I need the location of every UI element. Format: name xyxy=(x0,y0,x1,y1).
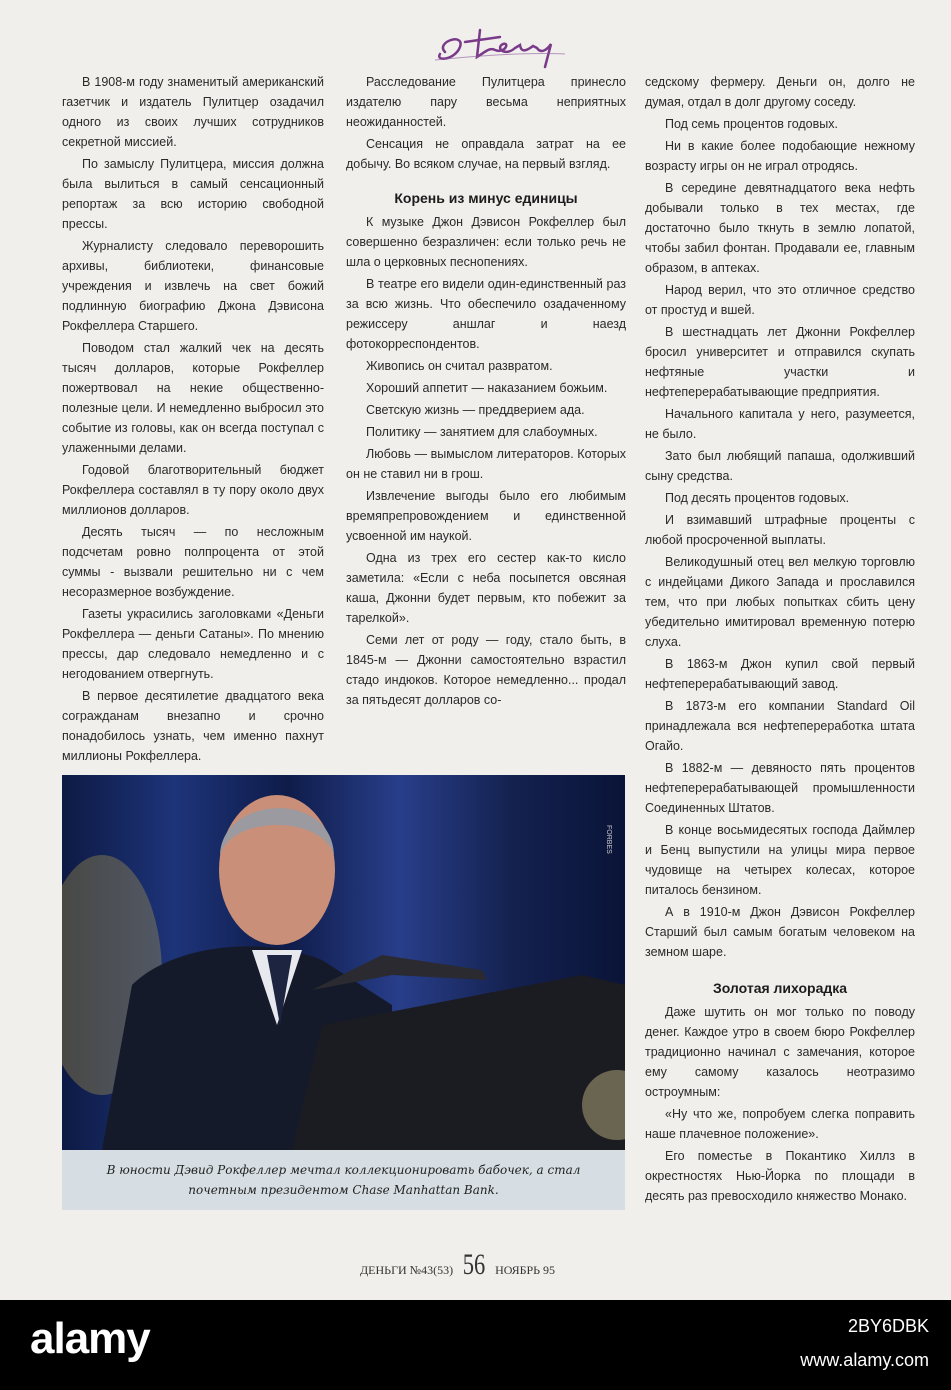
paragraph: Любовь — вымыслом литераторов. Которых он не ставил ни в грош. xyxy=(346,447,626,481)
paragraph: Семи лет от роду — году, стало быть, в 1845-м — Джонни самостоятельно взрастил стадо индюков. Которое немедленно... продал за пятьдесят долларов со- xyxy=(346,633,626,707)
paragraph: Политику — занятием для слабоумных. xyxy=(366,425,598,439)
paragraph: Одна из трех его сестер как-то кисло заметила: «Если с неба посыпется овсяная каша, Джонни будет первым, кто побежит за тарелкой». xyxy=(346,551,626,625)
paragraph: В конце восьмидесятых господа Даймлер и Бенц выпустили на улицы мира первое чудовище на четырех колесах, которое питалось бензином. xyxy=(645,823,915,897)
paragraph: седскому фермеру. Деньги он, долго не думая, отдал в долг другому соседу. xyxy=(645,75,915,109)
rockefeller-photo xyxy=(62,775,625,1150)
photo-caption xyxy=(62,1150,625,1210)
section-heading: Корень из минус единицы xyxy=(394,190,578,206)
photo-credit: FORBES xyxy=(605,825,612,854)
paragraph: Газеты украсились заголовками «Деньги Рокфеллера — деньги Сатаны». По мнению прессы, дар следовало немедленно и с негодованием отвергнуть. xyxy=(62,607,324,681)
paragraph: Ни в какие более подобающие нежному возрасту игры он не играл отродясь. xyxy=(645,139,915,173)
paragraph: Зато был любящий папаша, одолживший сыну средства. xyxy=(645,449,915,483)
image-id: 2BY6DBK xyxy=(847,1316,929,1336)
paragraph: Светскую жизнь — преддверием ада. xyxy=(366,403,585,417)
paragraph: В 1863-м Джон купил свой первый нефтеперерабатывающий завод. xyxy=(645,657,915,691)
section-heading: Золотая лихорадка xyxy=(712,980,848,996)
watermark-url: www.alamy.com xyxy=(800,1350,929,1370)
column-3 xyxy=(645,72,915,1208)
caption-line: почетным президентом Chase Manhattan Bank. xyxy=(188,1183,499,1197)
paragraph: Извлечение выгоды было его любимым времяпрепровождением и единственной усвоенной им наукой. xyxy=(346,489,626,543)
page-footer xyxy=(360,1248,555,1282)
paragraph: «Ну что же, попробуем слегка поправить наше плачевное положение». xyxy=(645,1107,915,1141)
paragraph: А в 1910-м Джон Дэвисон Рокфеллер Старший был самым богатым человеком на земном шаре. xyxy=(645,905,915,959)
paragraph: Под семь процентов годовых. xyxy=(665,117,838,131)
paragraph: Годовой благотворительный бюджет Рокфеллера составлял в ту пору около двух миллионов долларов. xyxy=(62,463,324,517)
caption-line: В юности Дэвид Рокфеллер мечтал коллекционировать бабочек, а стал xyxy=(106,1163,581,1177)
paragraph: И взимавший штрафные проценты с любой просроченной выплаты. xyxy=(645,513,915,547)
alamy-logo: alamy xyxy=(30,1314,150,1363)
issue-date: НОЯБРЬ 95 xyxy=(495,1263,556,1277)
paragraph: По замыслу Пулитцера, миссия должна была вылиться в самый сенсационный репортаж за всю историю свободной прессы. xyxy=(62,157,324,231)
paragraph: В 1908-м году знаменитый американский газетчик и издатель Пулитцер озадачил одного из своих лучших сотрудников секретной миссией. xyxy=(62,75,324,149)
paragraph: Живопись он считал развратом. xyxy=(366,359,553,373)
paragraph: Великодушный отец вел мелкую торговлю с индейцами Дикого Запада и прославился тем, что при любых попытках сбить цену убедительно имитировал временную потерю слуха. xyxy=(645,555,915,649)
paragraph: Даже шутить он мог только по поводу денег. Каждое утро в своем бюро Рокфеллер традиционно начинал с замечания, которое ему самому казалось неотразимо остроумным: xyxy=(645,1005,915,1099)
magazine-issue: ДЕНЬГИ №43(53) xyxy=(360,1263,454,1277)
paragraph: Журналисту следовало переворошить архивы, библиотеки, финансовые учреждения и извлечь на свет божий подлинную биографию Джона Дэвисона Рокфеллера Старшего. xyxy=(62,239,324,333)
story-logo xyxy=(425,12,575,72)
paragraph: В театре его видели один-единственный раз за всю жизнь. Что обеспечило озадаченному режиссеру аншлаг и наезд фотокорреспондентов. xyxy=(346,277,626,351)
paragraph: Его поместье в Покантико Хиллз в окрестностях Нью-Йорка по площади в десять раз превосходило княжество Монако. xyxy=(645,1149,915,1203)
paragraph: В 1882-м — девяносто пять процентов нефтеперерабатывающей промышленности Соединенных Штатов. xyxy=(645,761,915,815)
paragraph: Сенсация не оправдала затрат на ее добычу. Во всяком случае, на первый взгляд. xyxy=(346,137,626,171)
paragraph: К музыке Джон Дэвисон Рокфеллер был совершенно безразличен: если только речь не шла о церковных песнопениях. xyxy=(346,215,626,269)
paragraph: Десять тысяч — по несложным подсчетам ровно полпроцента от этой суммы - вызвали решительно ни с чем несоразмерное возбуждение. xyxy=(62,525,324,599)
paragraph: Народ верил, что это отличное средство от простуд и вшей. xyxy=(645,283,915,317)
paragraph: Расследование Пулитцера принесло издателю пару весьма неприятных неожиданностей. xyxy=(346,75,626,129)
paragraph: В первое десятилетие двадцатого века согражданам внезапно и срочно понадобилось узнать, чем именно пахнут миллионы Рокфеллера. xyxy=(62,689,324,763)
watermark-banner xyxy=(0,1300,951,1390)
paragraph: В середине девятнадцатого века нефть добывали только в тех местах, где достаточно было ткнуть в землю лопатой, чтобы забил фонтан. Продавали ее, главным образом, в аптеках. xyxy=(645,181,915,275)
paragraph: Начального капитала у него, разумеется, не было. xyxy=(645,407,915,441)
paragraph: В 1873-м его компании Standard Oil принадлежала вся нефтепереработка штата Огайо. xyxy=(645,699,915,753)
paragraph: В шестнадцать лет Джонни Рокфеллер бросил университет и отправился скупать нефтяные участки и нефтеперерабатывающие предприятия. xyxy=(645,325,915,399)
paragraph: Поводом стал жалкий чек на десять тысяч долларов, которые Рокфеллер пожертвовал на некие общественно-полезные цели. И немедленно выбросил это событие из головы, как он всегда поступал с улаженными делами. xyxy=(62,341,324,455)
column-1 xyxy=(62,72,324,768)
column-2 xyxy=(346,72,626,712)
paragraph: Хороший аппетит — наказанием божьим. xyxy=(366,381,608,395)
paragraph: Под десять процентов годовых. xyxy=(665,491,850,505)
page-number: 56 xyxy=(462,1248,486,1281)
photo-illustration xyxy=(62,775,625,1150)
